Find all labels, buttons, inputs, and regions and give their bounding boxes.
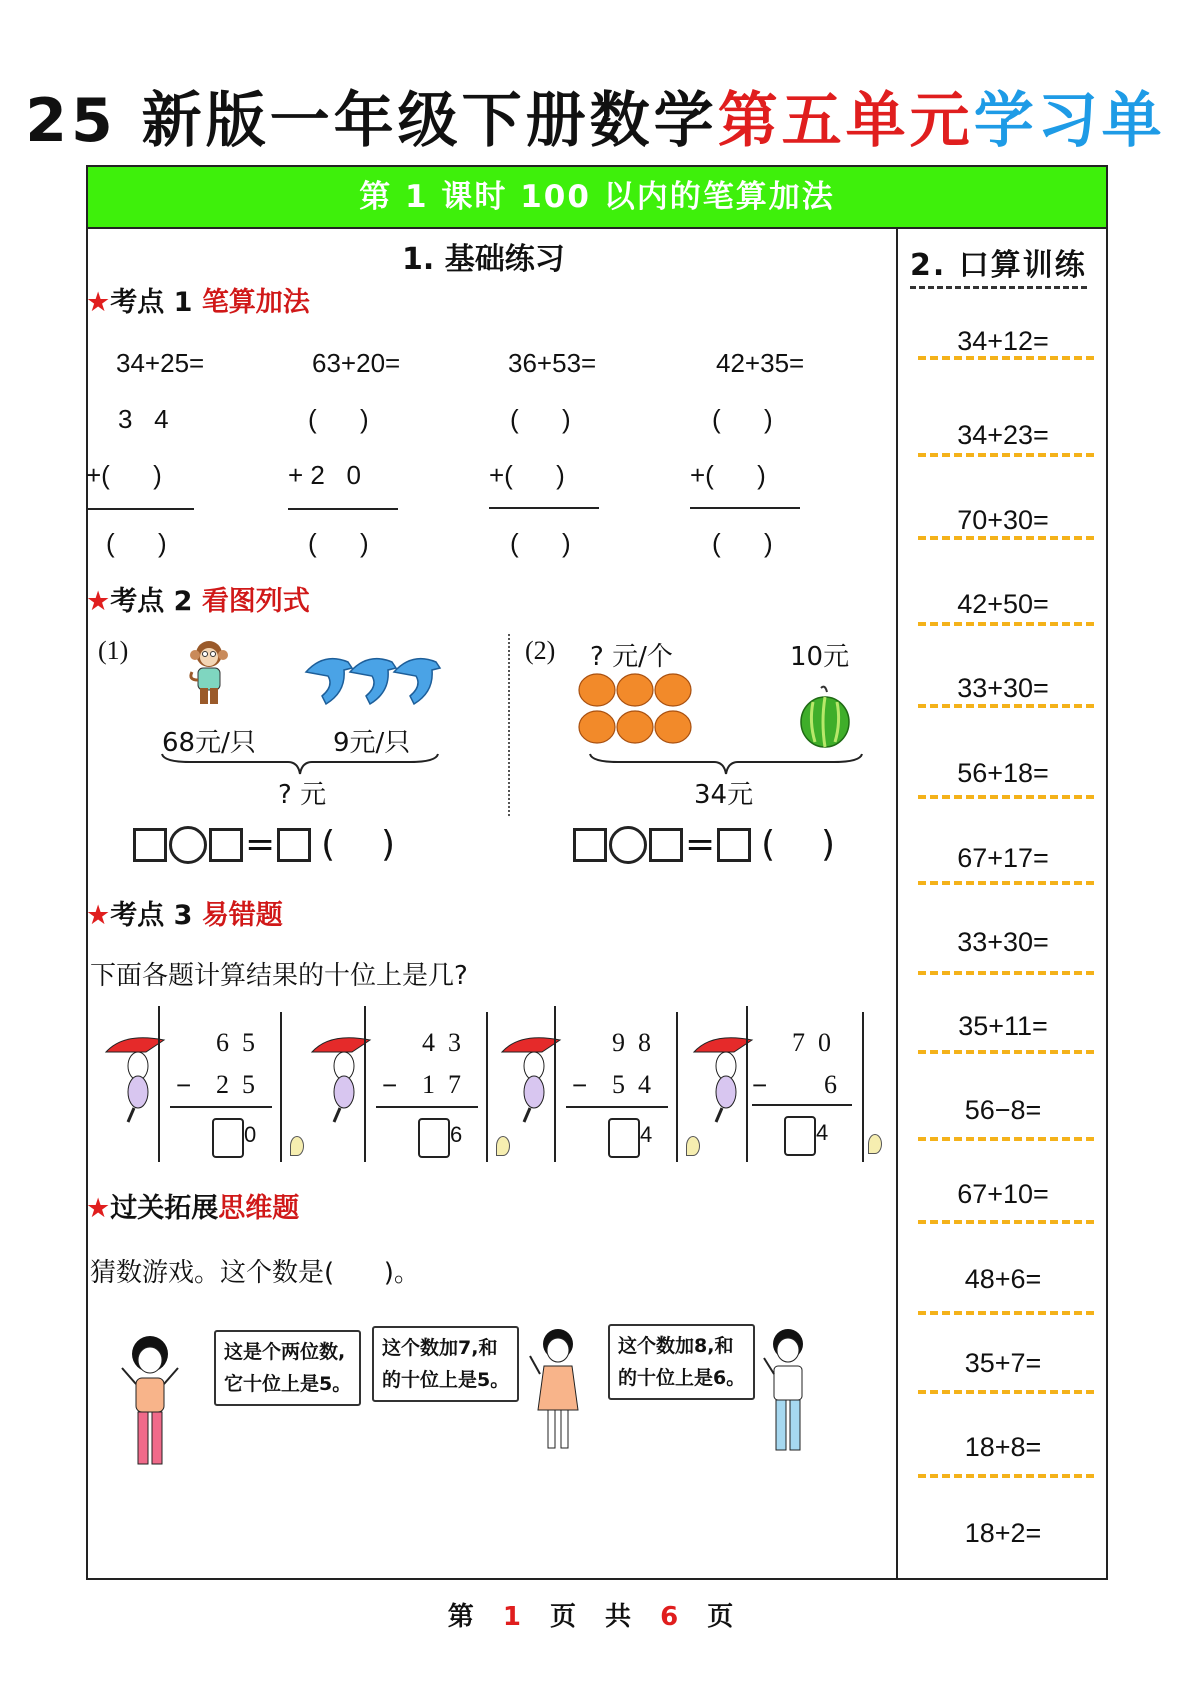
blank-box[interactable] <box>573 828 607 862</box>
star-icon: ★ <box>86 900 111 931</box>
oral-item-4: 42+50= <box>957 589 1049 619</box>
oral-item-11: 67+10= <box>957 1179 1049 1209</box>
problem-mid[interactable]: +( ) <box>489 460 565 490</box>
oral-item-10: 56−8= <box>964 1095 1042 1125</box>
section1-title: 1. 基础练习 <box>402 242 565 277</box>
extension-heading <box>86 1186 299 1225</box>
q2-price-left: ? 元/个 <box>590 642 673 672</box>
oral-item-9: 35+11= <box>958 1011 1048 1041</box>
lesson-band: 第 1 课时 100 以内的笔算加法 <box>86 165 1108 229</box>
ones-digit: 6 <box>450 1122 463 1147</box>
footer-pre: 第 <box>447 1602 503 1632</box>
bubble-line: 的十位上是5。 <box>382 1369 510 1391</box>
ones-digit: 4 <box>640 1122 653 1147</box>
total-pages: 6 <box>660 1602 689 1632</box>
speech-bubble-1 <box>214 1330 361 1406</box>
oral-item-2: 34+23= <box>957 420 1049 450</box>
kp2-heading <box>86 579 310 618</box>
tree-trunk-left <box>158 1006 160 1162</box>
kp3-question: 下面各题计算结果的十位上是几? <box>90 961 468 991</box>
minuend: 9 8 <box>612 1028 651 1057</box>
q2-equation <box>573 824 835 865</box>
problem-top[interactable]: ( ) <box>308 404 369 434</box>
oral-item-6: 56+18= <box>957 758 1049 788</box>
kp2-topic: 看图列式 <box>201 586 310 617</box>
tree-trunk-left <box>364 1006 366 1162</box>
minuend: 7 0 <box>792 1028 831 1057</box>
equals-sign: = <box>245 824 276 865</box>
tree-trunk-right <box>862 1012 864 1162</box>
oral-item-12: 48+6= <box>964 1264 1042 1294</box>
subtraction-panel-3 <box>500 1006 700 1162</box>
problem-mid: + 2 0 <box>288 460 361 490</box>
kp3-label: 考点 3 <box>110 900 202 931</box>
oral-item-14: 18+8= <box>964 1432 1042 1462</box>
problem-answer[interactable]: ( ) <box>712 528 773 558</box>
speech-bubble-2 <box>372 1326 519 1402</box>
speech-bubble-3 <box>608 1324 755 1400</box>
minus-sign: − <box>382 1070 398 1100</box>
subtrahend: 6 <box>824 1070 837 1099</box>
minuend: 6 5 <box>216 1028 255 1057</box>
minuend: 4 3 <box>422 1028 461 1057</box>
sum-line <box>690 507 800 509</box>
blank-box[interactable] <box>649 828 683 862</box>
answer-line[interactable] <box>918 1137 1094 1141</box>
tree-trunk-right <box>676 1012 678 1162</box>
unit-paren[interactable]: ( ) <box>321 824 396 865</box>
pumpkins-icon <box>578 672 694 746</box>
answer-line[interactable] <box>918 795 1094 799</box>
q1-total: ? 元 <box>278 780 327 810</box>
minus-sign: − <box>572 1070 588 1100</box>
kp1-topic: 笔算加法 <box>201 287 310 318</box>
problem-mid[interactable]: +( ) <box>690 460 766 490</box>
kp1-label: 考点 1 <box>110 287 202 318</box>
q1-price-right: 9元/只 <box>333 728 411 758</box>
oral-item-1: 34+12= <box>957 326 1049 356</box>
extension-question: 猜数游戏。这个数是( )。 <box>90 1258 420 1288</box>
problem-expr: 42+35= <box>716 348 805 378</box>
oral-item-7: 67+17= <box>957 843 1049 873</box>
answer-line[interactable] <box>918 1474 1094 1478</box>
current-page: 1 <box>502 1602 531 1632</box>
problem-answer[interactable]: ( ) <box>510 528 571 558</box>
oral-item-5: 33+30= <box>957 673 1049 703</box>
dotted-divider <box>508 634 510 816</box>
q1-price-left: 68元/只 <box>162 728 256 758</box>
extension-topic: 思维题 <box>218 1193 300 1224</box>
girl-left-icon <box>118 1334 182 1474</box>
blank-box[interactable] <box>717 828 751 862</box>
answer-line[interactable] <box>918 971 1094 975</box>
q2-total: 34元 <box>694 780 754 810</box>
problem-answer[interactable]: ( ) <box>106 528 167 558</box>
problem-mid[interactable]: +( ) <box>86 460 162 490</box>
bubble-line: 这个数加8,和 <box>618 1335 734 1357</box>
equals-sign: = <box>685 824 716 865</box>
watermelon-icon <box>799 684 851 748</box>
sum-line <box>489 507 599 509</box>
unit-paren[interactable]: ( ) <box>761 824 836 865</box>
dolphins-icon <box>304 652 444 708</box>
result-line <box>376 1106 478 1108</box>
kp3-topic: 易错题 <box>201 900 283 931</box>
operator-circle[interactable] <box>169 826 207 864</box>
title-black: 25 新版一年级下册数学 <box>25 86 718 156</box>
blank-box[interactable] <box>277 828 311 862</box>
ones-digit: 4 <box>816 1120 829 1145</box>
tree-trunk-right <box>280 1012 282 1162</box>
result-line <box>752 1104 852 1106</box>
kp2-label: 考点 2 <box>110 586 202 617</box>
tens-answer-box[interactable] <box>608 1118 640 1158</box>
answer-line[interactable] <box>918 1311 1094 1315</box>
subtraction-panel-2 <box>310 1006 510 1162</box>
result-line <box>566 1106 668 1108</box>
answer-line[interactable] <box>918 536 1094 540</box>
q2-number: (2) <box>525 636 556 665</box>
subtraction-panel-1 <box>104 1006 304 1162</box>
tens-answer-box[interactable] <box>784 1116 816 1156</box>
q1-equation <box>133 824 395 865</box>
blank-box[interactable] <box>133 828 167 862</box>
section2-title: 2. 口算训练 <box>910 240 1087 289</box>
girl-middle-icon <box>526 1326 590 1460</box>
minus-sign: − <box>752 1070 768 1100</box>
q2-brace <box>588 752 864 776</box>
problem-top[interactable]: ( ) <box>510 404 571 434</box>
bubble-line: 这个数加7,和 <box>382 1337 498 1359</box>
page-title <box>0 86 1191 156</box>
star-icon: ★ <box>86 287 111 318</box>
q1-brace <box>160 752 440 776</box>
subtrahend: 5 4 <box>612 1070 651 1099</box>
leaf-icon <box>290 1136 304 1156</box>
bubble-line: 这是个两位数, <box>224 1341 346 1363</box>
answer-line[interactable] <box>918 1220 1094 1224</box>
answer-line[interactable] <box>918 704 1094 708</box>
answer-line[interactable] <box>918 453 1094 457</box>
problem-expr: 36+53= <box>508 348 597 378</box>
answer-line[interactable] <box>918 356 1094 360</box>
oral-item-3: 70+30= <box>957 505 1049 535</box>
footer-mid: 页 共 <box>530 1602 661 1632</box>
answer-line[interactable] <box>918 622 1094 626</box>
boy-right-icon <box>756 1326 820 1460</box>
answer-line[interactable] <box>918 1050 1094 1054</box>
subtrahend: 1 7 <box>422 1070 461 1099</box>
monkey-icon <box>186 638 232 708</box>
bubble-line: 的十位上是6。 <box>618 1367 746 1389</box>
subtrahend: 2 5 <box>216 1070 255 1099</box>
q1-number: (1) <box>98 636 129 665</box>
title-red: 第五单元 <box>717 86 974 156</box>
answer-line[interactable] <box>918 881 1094 885</box>
extension-label: 过关拓展 <box>110 1193 219 1224</box>
answer-line[interactable] <box>918 1390 1094 1394</box>
kp1-heading <box>86 280 310 319</box>
footer-post: 页 <box>688 1602 744 1632</box>
leaf-icon <box>868 1134 882 1154</box>
tens-answer-box[interactable] <box>212 1118 244 1158</box>
problem-top: 3 4 <box>118 404 169 434</box>
tree-trunk-left <box>746 1006 748 1162</box>
minus-sign: − <box>176 1070 192 1100</box>
problem-top[interactable]: ( ) <box>712 404 773 434</box>
star-icon: ★ <box>86 1193 111 1224</box>
bubble-line: 它十位上是5。 <box>224 1373 352 1395</box>
tree-trunk-left <box>554 1006 556 1162</box>
operator-circle[interactable] <box>609 826 647 864</box>
ones-digit: 0 <box>244 1122 257 1147</box>
kp3-heading <box>86 893 283 932</box>
problem-answer[interactable]: ( ) <box>308 528 369 558</box>
sum-line <box>86 508 194 510</box>
tree-trunk-right <box>486 1012 488 1162</box>
problem-expr: 34+25= <box>116 348 205 378</box>
problem-expr: 63+20= <box>312 348 401 378</box>
oral-item-8: 33+30= <box>957 927 1049 957</box>
q2-price-right: 10元 <box>790 642 850 672</box>
title-blue: 学习单 <box>973 86 1166 156</box>
tens-answer-box[interactable] <box>418 1118 450 1158</box>
result-line <box>170 1106 272 1108</box>
oral-item-13: 35+7= <box>964 1348 1042 1378</box>
oral-item-15: 18+2= <box>964 1518 1042 1548</box>
subtraction-panel-4 <box>692 1006 892 1162</box>
sum-line <box>288 508 398 510</box>
star-icon: ★ <box>86 586 111 617</box>
page-footer <box>0 1596 1191 1633</box>
blank-box[interactable] <box>209 828 243 862</box>
